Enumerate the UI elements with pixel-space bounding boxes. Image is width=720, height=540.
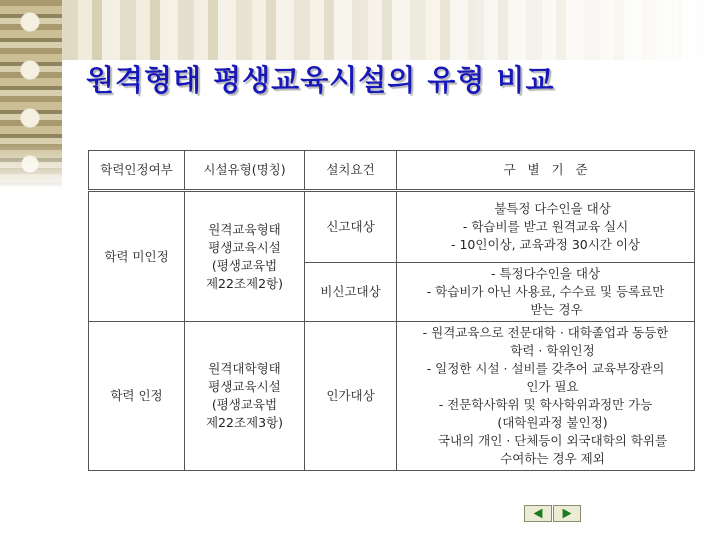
criteria-line: 국내의 개인 · 단체등이 외국대학의 학위를: [437, 433, 668, 448]
criteria-line: 받는 경우: [530, 302, 583, 317]
criteria-line: - 학습비가 아닌 사용료, 수수료 및 등록료만: [426, 284, 665, 299]
facility-line: (평생교육법: [211, 397, 278, 412]
decorative-pattern-top: [62, 0, 720, 60]
header-facility-type: 시설유형(명칭): [185, 151, 305, 191]
header-requirement: 설치요건: [305, 151, 397, 191]
criteria-cell: [397, 263, 695, 322]
criteria-line: (대학원과정 불인정): [497, 415, 608, 430]
header-recognition: 학력인정여부: [89, 151, 185, 191]
facility-line: 원격교육형태: [208, 221, 281, 237]
table-row: [89, 322, 695, 471]
next-slide-button[interactable]: [553, 505, 581, 522]
requirement-cell: 신고대상: [305, 191, 397, 263]
criteria-line: - 일정한 시설 · 설비를 갖추어 교육부장관의: [426, 361, 665, 376]
facility-cell: [185, 191, 305, 322]
recognition-cell: 학력 인정: [89, 322, 185, 471]
facility-line: 원격대학형태: [208, 361, 281, 376]
facility-line: 평생교육시설: [208, 379, 281, 394]
decorative-pattern-left: [0, 0, 62, 190]
criteria-line: - 10인이상, 교육과정 30시간 이상: [450, 237, 640, 252]
facility-line: (평생교육법: [211, 257, 278, 273]
table-header-row: [89, 151, 695, 191]
facility-line: 제22조제3항): [205, 415, 284, 430]
requirement-cell: 인가대상: [305, 322, 397, 471]
table-row: [89, 191, 695, 263]
triangle-right-icon: [554, 506, 580, 521]
criteria-line: - 전문학사학위 및 학사학위과정만 가능: [438, 397, 653, 412]
slide-title: 원격형태 평생교육시설의 유형 비교: [86, 63, 555, 97]
comparison-table: [88, 150, 695, 471]
previous-slide-button[interactable]: [524, 505, 552, 522]
header-criteria: 구 별 기 준: [397, 151, 695, 191]
recognition-cell: 학력 미인정: [89, 191, 185, 322]
criteria-cell: [397, 322, 695, 471]
facility-line: 평생교육시설: [208, 239, 281, 255]
requirement-cell: 비신고대상: [305, 263, 397, 322]
criteria-cell: [397, 191, 695, 263]
criteria-line: 수여하는 경우 제외: [500, 451, 605, 466]
facility-line: 제22조제2항): [205, 275, 284, 291]
facility-cell: [185, 322, 305, 471]
criteria-line: 인가 필요: [526, 379, 579, 394]
criteria-line: 불특정 다수인을 대상: [494, 201, 611, 216]
criteria-line: - 특정다수인을 대상: [490, 266, 601, 281]
criteria-line: 학력 · 학위인정: [510, 343, 595, 358]
triangle-left-icon: [525, 506, 551, 521]
criteria-line: - 원격교육으로 전문대학 · 대학졸업과 동등한: [422, 325, 669, 340]
criteria-line: - 학습비를 받고 원격교육 실시: [462, 219, 629, 234]
